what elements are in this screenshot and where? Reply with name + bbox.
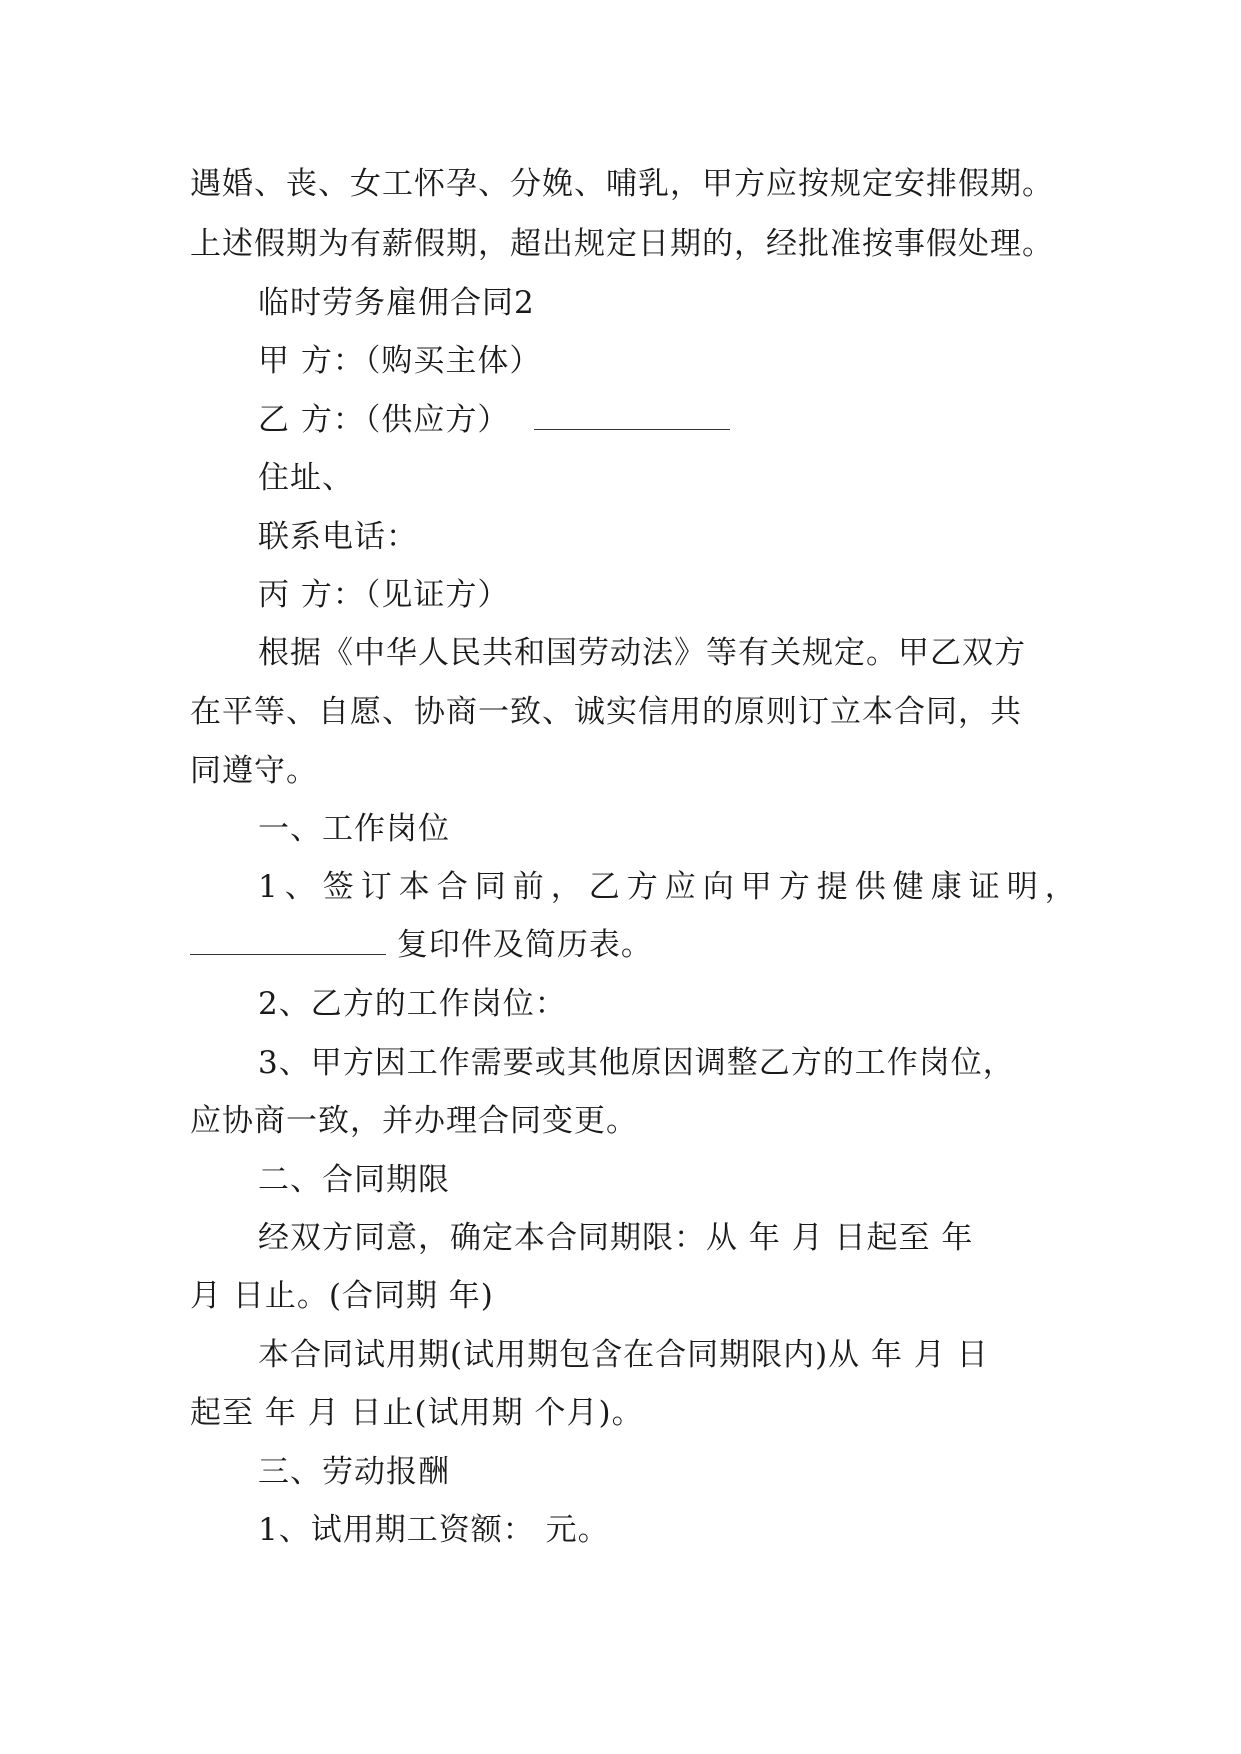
party-c-line: 丙 方：（见证方） [258,577,510,613]
paragraph-line: 本合同试用期(试用期包含在合同期限内)从 年 月 日 [258,1337,989,1373]
paragraph-line: 应协商一致，并办理合同变更。 [190,1103,638,1139]
paragraph-line: 遇婚、丧、女工怀孕、分娩、哺乳，甲方应按规定安排假期。 [190,166,1054,202]
phone-line: 联系电话： [258,519,418,555]
contract-title: 临时劳务雇佣合同2 [258,285,535,321]
paragraph-text: 复印件及简历表。 [396,927,653,963]
party-b-label: 乙 方：（供应方） [258,402,510,438]
certificate-blank [190,926,386,955]
paragraph-line: 2、乙方的工作岗位： [258,986,567,1022]
paragraph-line: 3、甲方因工作需要或其他原因调整乙方的工作岗位， [258,1045,1015,1081]
paragraph-line: 同遵守。 [190,753,318,789]
paragraph-line: 起至 年 月 日止(试用期 个月)。 [190,1395,644,1431]
paragraph-line: 1、签订本合同前，乙方应向甲方提供健康证明， [258,869,1083,905]
paragraph-line: 在平等、自愿、协商一致、诚实信用的原则订立本合同，共 [190,694,1022,730]
paragraph-line: 根据《中华人民共和国劳动法》等有关规定。甲乙双方 [258,635,1026,671]
party-b-line [258,400,730,440]
paragraph-line: 经双方同意，确定本合同期限：从 年 月 日起至 年 [258,1220,974,1256]
paragraph-line: 上述假期为有薪假期，超出规定日期的，经批准按事假处理。 [190,226,1054,262]
address-line: 住址、 [258,460,354,496]
paragraph-line [190,925,653,965]
section-heading: 二、合同期限 [258,1162,450,1198]
section-heading: 三、劳动报酬 [258,1454,450,1490]
party-b-blank [534,401,730,430]
section-heading: 一、工作岗位 [258,811,450,847]
party-a-line: 甲 方：（购买主体） [258,343,542,379]
paragraph-line: 月 日止。(合同期 年) [190,1278,494,1314]
paragraph-line: 1、试用期工资额： 元。 [258,1512,610,1548]
